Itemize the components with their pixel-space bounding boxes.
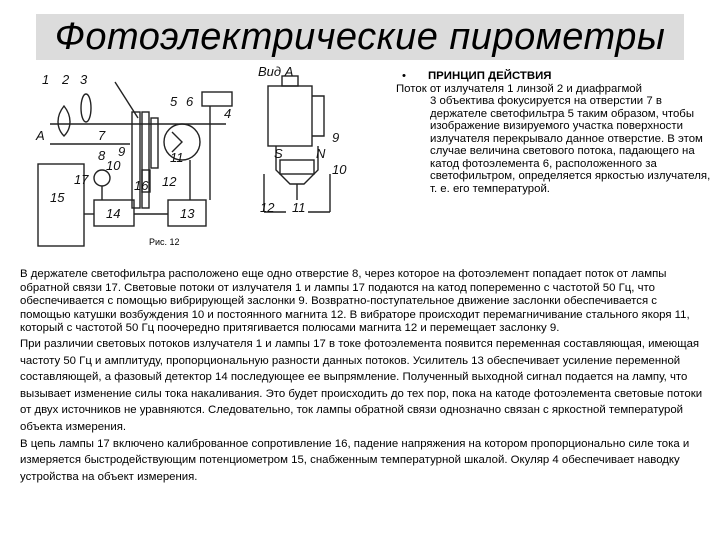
principle-heading: ПРИНЦИП ДЕЙСТВИЯ [428,70,552,82]
paragraph-2: При различии световых потоков излучателя 1 и лампы 17 в токе фотоэлемента появится переменная составляющая, имеющая частоту 50 Гц и амплитуду, пропорциональную разности данных потоков. Усилитель 13 обеспечивает усиление переменной составляющей, а фазовый детектор 14 последующее ее выпрямление. Полученный выходной сигнал подается на лампу, что вызывает изменение силы тока накаливания. Это будет происходить до тех пор, пока на катоде фотоэлемента световые потоки от двух источников не уравняются. Следовательно, ток лампы обратной связи однозначно связан с яркостной температурой объекта измерения. [20,337,703,433]
label-11: 11 [170,150,184,165]
label-16: 16 [134,178,149,193]
label-7: 7 [98,128,106,143]
label-arrow-a: A [36,128,45,143]
emitter-shape [58,106,70,136]
figure-caption: Рис. 12 [149,237,180,247]
eyepiece-shape [202,92,232,106]
principle-first-line: Поток от излучателя 1 линзой 2 и диафрагмой [396,82,643,95]
label-9: 9 [118,144,126,159]
label-view-10: 10 [332,162,347,177]
label-8: 8 [98,148,106,163]
paragraph-3: В цепь лампы 17 включено калиброванное сопротивление 16, падение напряжения на котором пропорционально силе тока и измеряется быстродействующим потенциометром 15, снабженным температурной шкалой. Окуляр 4 обеспечивает наводку устройства на объект измерения. [20,437,690,483]
label-3: 3 [80,72,88,87]
principle-paragraph [396,83,712,196]
label-view-9: 9 [332,130,340,145]
label-12: 12 [162,174,177,189]
label-14: 14 [106,206,121,221]
principle-rest: 3 объектива фокусируется на отверстии 7 в держателе светофильтра 5 таким образом, чтобы изображение визируемого участка поверхности излучателя перекрывало данное отверстие. В этом случае величина светового потока, падающего на катод фотоэлемента 6, расположенного за светофильтром, определяется яркостью излучателя, т. е. его температурой. [430,95,711,195]
label-5: 5 [170,94,178,109]
principle-section [396,70,712,195]
slide-title: Фотоэлектрические пирометры [54,15,666,58]
label-6: 6 [186,94,194,109]
label-2: 2 [62,72,70,87]
view-a-housing [268,86,312,146]
label-13: 13 [180,206,195,221]
view-a-label: Вид А [258,66,294,79]
label-view-11: 11 [292,200,306,215]
principle-heading-row [396,70,712,83]
title-banner [36,14,684,60]
label-1: 1 [42,72,50,87]
bullet: • [402,70,406,82]
label-17: 17 [74,172,89,187]
pyrometer-diagram [20,66,388,250]
shutter [142,112,149,208]
lens-shape [81,94,91,122]
body-text [20,268,710,485]
label-n: N [316,146,326,161]
label-4: 4 [224,106,232,121]
label-s: S [274,146,283,161]
label-10: 10 [106,158,121,173]
label-view-12: 12 [260,200,275,215]
label-15: 15 [50,190,65,205]
paragraph-1: В держателе светофильтра расположено еще одно отверстие 8, через которое на фотоэлемент попадает поток от лампы обратной связи 17. Световые потоки от излучателя 1 и лампы 17 подаются на катод попеременно с частотой 50 Гц, что обеспечивается с помощью вибрирующей заслонки 9. Возвратно-поступательное движение заслонки обеспечивается с помощью катушки возбуждения 10 и постоянного магнита 12. В вибраторе происходит перемагничивание стального якоря 11, который с частотой 50 Гц поочередно притягивается полюсами магнита 12 и перемещает заслонку 9. [20,268,690,335]
filter-holder [132,112,140,208]
